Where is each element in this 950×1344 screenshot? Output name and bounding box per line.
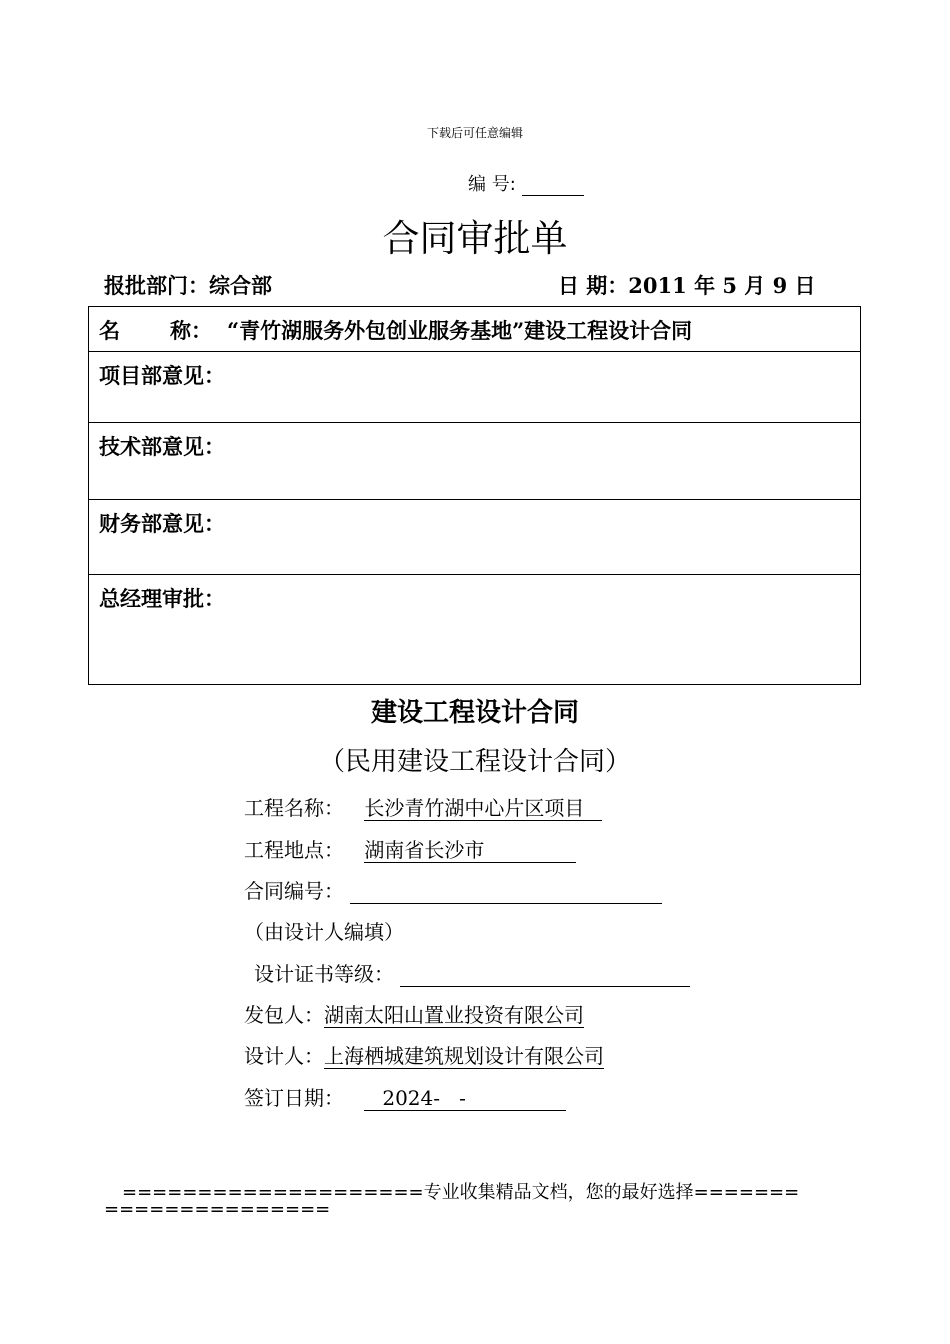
project-name-value: 长沙青竹湖中心片区项目 [364,796,602,821]
employer-field [244,999,584,1028]
finance-dept-label: 财务部意见： [99,511,225,536]
designer-field [244,1040,604,1069]
cert-level-label: 设计证书等级： [254,962,394,986]
submitting-department: 报批部门：综合部 [104,273,272,298]
project-dept-label: 项目部意见： [99,363,225,388]
gm-approval-row [89,574,860,684]
serial-number [468,170,584,196]
contract-number-blank [350,881,662,904]
contract-number-note: （由设计人编填） [244,920,404,944]
serial-blank [522,175,584,196]
project-dept-opinion-row [89,351,860,422]
contract-name-value: “青竹湖服务外包创业服务基地”建设工程设计合同 [227,318,693,343]
designer-value: 上海栖城建筑规划设计有限公司 [324,1044,604,1068]
contract-name-label: 名 称： [99,318,212,343]
sign-date-value: 2024- - [364,1086,566,1111]
serial-label: 编 号: [468,174,516,195]
project-name-field [244,792,602,821]
designer-label: 设计人： [244,1044,324,1068]
approval-table [88,306,861,685]
contract-number-field [244,875,662,904]
gm-approval-label: 总经理审批： [99,586,225,611]
footer-line-2: =============== [104,1199,331,1220]
project-location-value: 湖南省长沙市 [364,838,576,863]
sign-date-field [244,1082,566,1111]
approval-date: 日 期：2011 年 5 月 9 日 [558,273,816,298]
sign-date-label: 签订日期： [244,1086,344,1110]
contract-number-label: 合同编号： [244,879,344,903]
header-note: 下载后可任意编辑 [426,126,523,140]
tech-dept-label: 技术部意见： [99,434,225,459]
contract-name-row [89,307,860,351]
contract-title: 建设工程设计合同 [370,698,579,728]
page-title: 合同审批单 [382,217,568,260]
cert-level-blank [400,964,690,987]
contract-subtitle: （民用建设工程设计合同） [318,747,631,777]
employer-value: 湖南太阳山置业投资有限公司 [324,1003,584,1027]
tech-dept-opinion-row [89,422,860,499]
finance-dept-opinion-row [89,499,860,574]
project-location-field [244,834,576,863]
project-location-label: 工程地点： [244,838,344,862]
project-name-label: 工程名称： [244,796,344,820]
footer-line-1: ====================专业收集精品文档，您的最好选择======= [122,1182,800,1203]
cert-level-field [254,958,690,987]
employer-label: 发包人： [244,1003,324,1027]
